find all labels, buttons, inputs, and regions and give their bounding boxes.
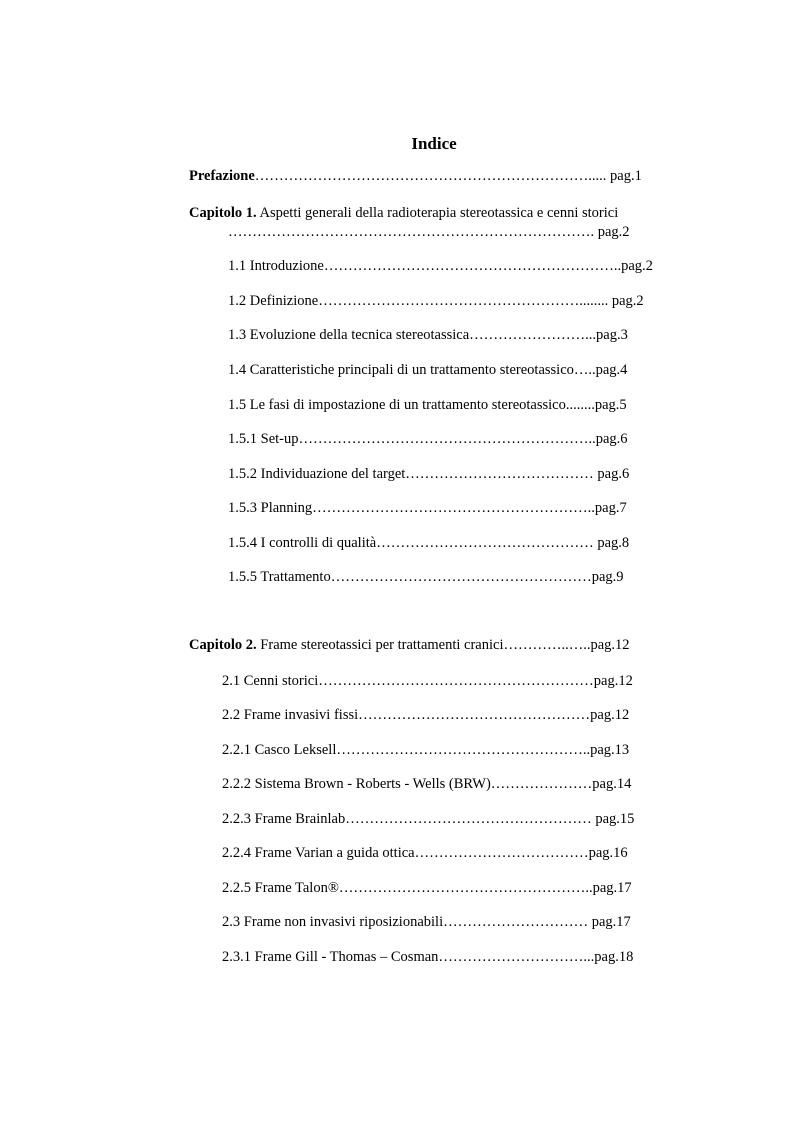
toc-entry: 1.5.3 Planning…………………………………………………..pag.7 [228, 500, 627, 516]
toc-entry: 1.5.4 I controlli di qualità……………………………………… pag.8 [228, 535, 630, 551]
page-title: Indice [411, 134, 457, 153]
toc-entry-prefazione [189, 167, 642, 185]
toc-entry-capitolo-1 [189, 204, 618, 222]
prefazione-page: ……………………………………………………………..... pag.1 [254, 168, 642, 184]
toc-entry: 2.3.1 Frame Gill - Thomas – Cosman…………………………...pag.18 [222, 949, 634, 965]
toc-entry: 2.2.4 Frame Varian a guida ottica………………………………pag.16 [222, 845, 628, 861]
toc-entry: 1.5.1 Set-up……………………………………………………..pag.6 [228, 431, 628, 447]
toc-entry: 2.2.5 Frame Talon®……………………………………………..pag.17 [222, 880, 632, 896]
toc-entry: 1.1 Introduzione……………………………………………………..pag.2 [228, 258, 653, 274]
toc-entry: 2.2 Frame invasivi fissi…………………………………………pag.12 [222, 707, 630, 723]
capitolo-2-label: Capitolo 2. [189, 637, 257, 653]
toc-entry: 2.2.3 Frame Brainlab…………………………………………… pag.15 [222, 811, 635, 827]
toc-entry: 2.2.2 Sistema Brown - Roberts - Wells (BRW)…………………pag.14 [222, 776, 632, 792]
toc-entry: 1.3 Evoluzione della tecnica stereotassica……………………...pag.3 [228, 327, 628, 343]
toc-entry: 2.3 Frame non invasivi riposizionabili………………………… pag.17 [222, 914, 631, 930]
capitolo-1-label: Capitolo 1. [189, 205, 257, 221]
capitolo-1-title: Aspetti generali della radioterapia stereotassica e cenni storici [256, 205, 619, 221]
toc-entry: 2.1 Cenni storici…………………………………………………pag.12 [222, 673, 633, 689]
toc-entry: 1.2 Definizione………………………………………………........ pag.2 [228, 293, 644, 309]
capitolo-2-title: Frame stereotassici per trattamenti cranici…………..…..pag.12 [256, 637, 630, 653]
capitolo-1-page: …………………………………………………………………. pag.2 [228, 224, 630, 240]
toc-entry-capitolo-2 [189, 636, 630, 654]
prefazione-label: Prefazione [189, 168, 255, 184]
toc-entry: 1.5 Le fasi di impostazione di un trattamento stereotassico........pag.5 [228, 397, 627, 413]
toc-entry: 1.5.5 Trattamento………………………………………………pag.9 [228, 569, 624, 585]
toc-entry: 1.5.2 Individuazione del target………………………………… pag.6 [228, 466, 630, 482]
toc-entry: 2.2.1 Casco Leksell……………………………………………..pag.13 [222, 742, 630, 758]
toc-entry: 1.4 Caratteristiche principali di un trattamento stereotassico…..pag.4 [228, 362, 628, 378]
